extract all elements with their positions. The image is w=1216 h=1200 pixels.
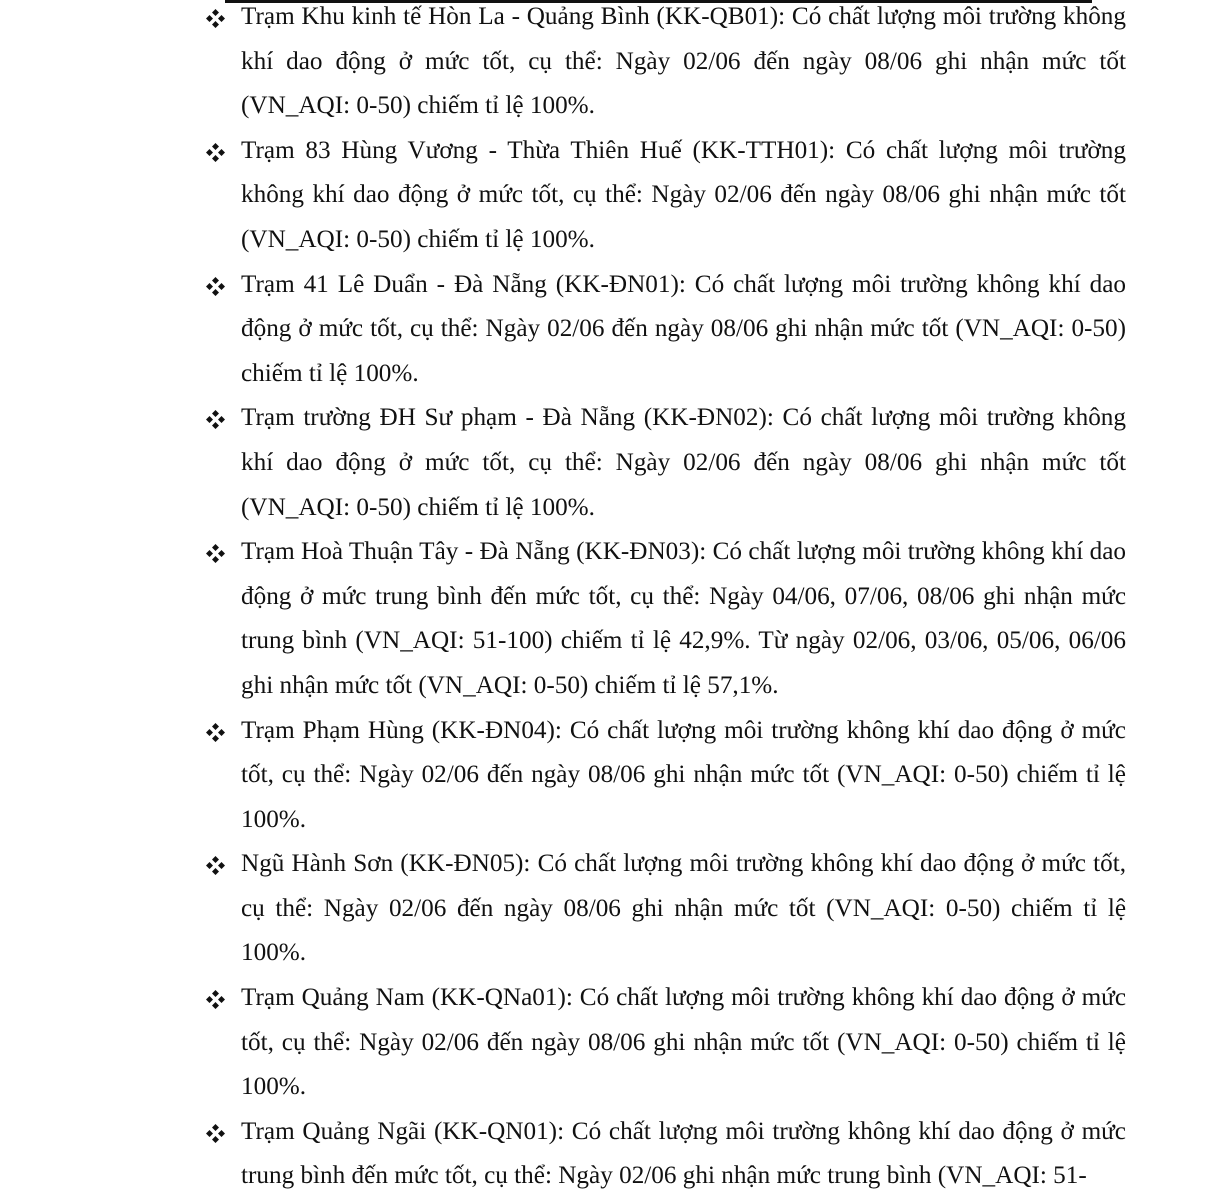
list-item-text: Ngũ Hành Sơn (KK-ĐN05): Có chất lượng môi trường không khí dao động ở mức tốt, cụ thể: Ngày 02/06 đến ngày 08/06 ghi nhận mức tốt (VN_AQI: 0-50) chiếm tỉ lệ 100%. — [241, 850, 1126, 967]
list-item-station-kk-qb01 — [0, 0, 1126, 129]
list-item-station-kk-qna01 — [0, 976, 1126, 1110]
four-diamond-bullet-icon — [205, 842, 229, 887]
list-item-station-kk-dn05 — [0, 842, 1126, 976]
four-diamond-bullet-icon — [205, 129, 229, 174]
list-item-station-kk-dn04 — [0, 709, 1126, 843]
four-diamond-bullet-icon — [205, 530, 229, 575]
list-item-station-kk-dn01 — [0, 263, 1126, 397]
list-item-text: Trạm Phạm Hùng (KK-ĐN04): Có chất lượng môi trường không khí dao động ở mức tốt, cụ thể: Ngày 02/06 đến ngày 08/06 ghi nhận mức tốt (VN_AQI: 0-50) chiếm tỉ lệ 100%. — [241, 716, 1126, 833]
list-item-text: Trạm trường ĐH Sư phạm - Đà Nẵng (KK-ĐN02): Có chất lượng môi trường không khí dao động ở mức tốt, cụ thể: Ngày 02/06 đến ngày 08/06 ghi nhận mức tốt (VN_AQI: 0-50) chiếm tỉ lệ 100%. — [241, 404, 1126, 521]
four-diamond-bullet-icon — [205, 1110, 229, 1155]
four-diamond-bullet-icon — [205, 263, 229, 308]
list-item-text: Trạm Quảng Ngãi (KK-QN01): Có chất lượng môi trường không khí dao động ở mức trung bình đến mức tốt, cụ thể: Ngày 02/06 ghi nhận mức trung bình (VN_AQI: 51- — [241, 1117, 1126, 1190]
list-item-station-kk-dn03 — [0, 530, 1126, 708]
list-item-text: Trạm Hoà Thuận Tây - Đà Nẵng (KK-ĐN03): Có chất lượng môi trường không khí dao động ở mức trung bình đến mức tốt, cụ thể: Ngày 04/06, 07/06, 08/06 ghi nhận mức trung bình (VN_AQI: 51-100) chiếm tỉ lệ 42,9%. Từ ngày 02/06, 03/06, 05/06, 06/06 ghi nhận mức tốt (VN_AQI: 0-50) chiếm tỉ lệ 57,1%. — [241, 538, 1126, 699]
four-diamond-bullet-icon — [205, 396, 229, 441]
four-diamond-bullet-icon — [205, 976, 229, 1021]
list-item-station-kk-dn02 — [0, 396, 1126, 530]
four-diamond-bullet-icon — [205, 0, 229, 40]
list-item-station-kk-qn01 — [0, 1110, 1126, 1199]
list-item-text: Trạm Quảng Nam (KK-QNa01): Có chất lượng môi trường không khí dao động ở mức tốt, cụ thể: Ngày 02/06 đến ngày 08/06 ghi nhận mức tốt (VN_AQI: 0-50) chiếm tỉ lệ 100%. — [241, 984, 1126, 1101]
list-item-text: Trạm 41 Lê Duẩn - Đà Nẵng (KK-ĐN01): Có chất lượng môi trường không khí dao động ở mức tốt, cụ thể: Ngày 02/06 đến ngày 08/06 ghi nhận mức tốt (VN_AQI: 0-50) chiếm tỉ lệ 100%. — [241, 270, 1126, 387]
list-item-text: Trạm 83 Hùng Vương - Thừa Thiên Huế (KK-TTH01): Có chất lượng môi trường không khí dao động ở mức tốt, cụ thể: Ngày 02/06 đến ngày 08/06 ghi nhận mức tốt (VN_AQI: 0-50) chiếm tỉ lệ 100%. — [241, 136, 1126, 253]
list-item-station-kk-tth01 — [0, 129, 1126, 263]
list-item-text: Trạm Khu kinh tế Hòn La - Quảng Bình (KK-QB01): Có chất lượng môi trường không khí dao động ở mức tốt, cụ thể: Ngày 02/06 đến ngày 08/06 ghi nhận mức tốt (VN_AQI: 0-50) chiếm tỉ lệ 100%. — [241, 3, 1126, 120]
four-diamond-bullet-icon — [205, 709, 229, 754]
